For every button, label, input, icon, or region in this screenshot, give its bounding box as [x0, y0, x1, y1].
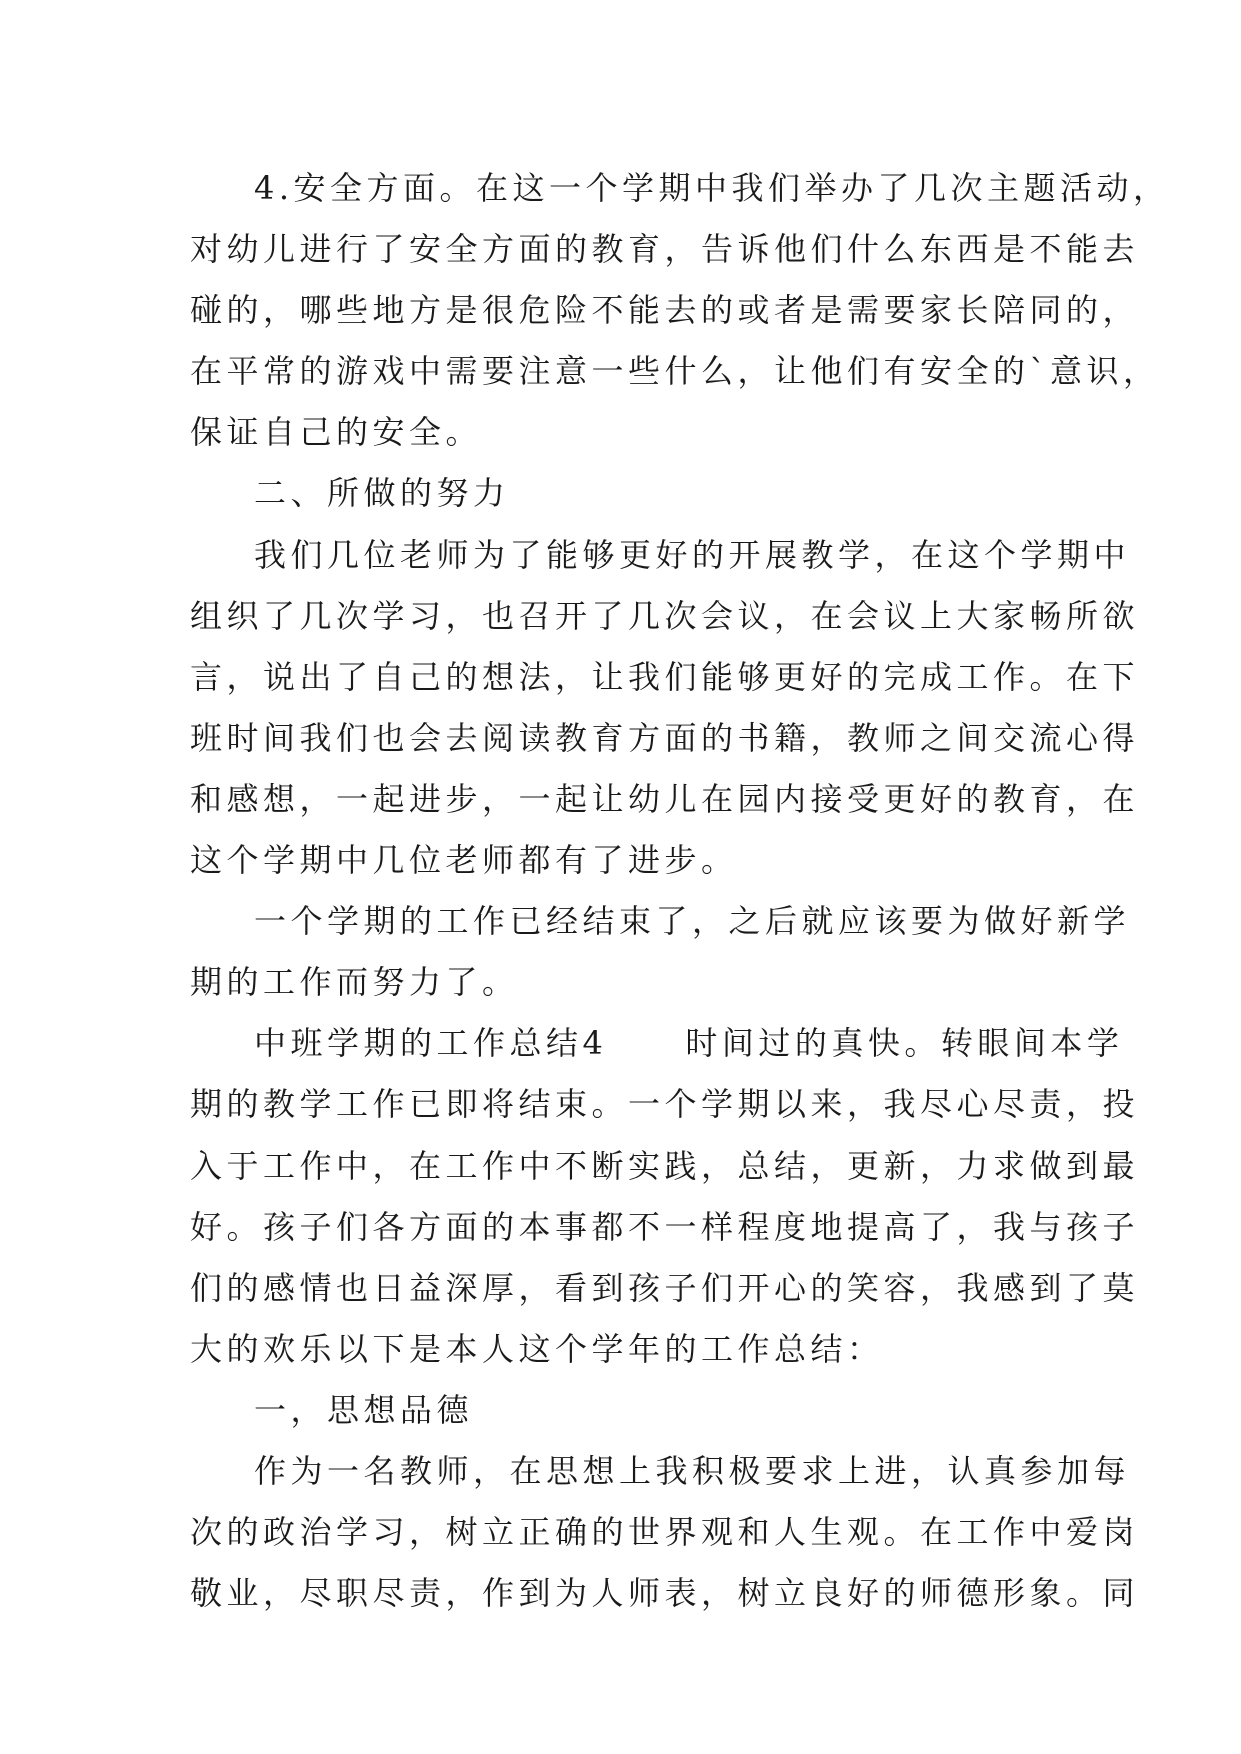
- text-line: 敬业，尽职尽责，作到为人师表，树立良好的师德形象。同: [190, 1574, 1140, 1613]
- text-line: 在平常的游戏中需要注意一些什么，让他们有安全的`意识，: [190, 352, 1160, 391]
- text-line: 和感想，一起进步，一起让幼儿在园内接受更好的教育，在: [190, 779, 1140, 818]
- text-line: 期的工作而努力了。: [190, 963, 519, 1002]
- text-line: 言，说出了自己的想法，让我们能够更好的完成工作。在下: [190, 657, 1140, 696]
- body-text: [190, 158, 1170, 1624]
- text-line: 次的政治学习，树立正确的世界观和人生观。在工作中爱岗: [190, 1513, 1140, 1552]
- text-line: 们的感情也日益深厚，看到孩子们开心的笑容，我感到了莫: [190, 1268, 1140, 1307]
- text-line: 大的欢乐以下是本人这个学年的工作总结：: [190, 1329, 884, 1368]
- text-line: 入于工作中，在工作中不断实践，总结，更新，力求做到最: [190, 1146, 1140, 1185]
- text-line: 4.安全方面。在这一个学期中我们举办了几次主题活动，: [254, 169, 1170, 207]
- text-line: 碰的，哪些地方是很危险不能去的或者是需要家长陪同的，: [190, 291, 1140, 330]
- text-line: 这个学期中几位老师都有了进步。: [190, 841, 738, 880]
- text-line: 班时间我们也会去阅读教育方面的书籍，教师之间交流心得: [190, 718, 1140, 757]
- text-line: 好。孩子们各方面的本事都不一样程度地提高了，我与孩子: [190, 1207, 1140, 1246]
- section-heading: 一，思想品德: [254, 1390, 474, 1429]
- text-line: 一个学期的工作已经结束了，之后就应该要为做好新学: [254, 902, 1131, 941]
- section-heading: 二、所做的努力: [254, 474, 510, 513]
- text-line: 保证自己的安全。: [190, 413, 483, 452]
- text-line-tail: 时间过的真快。转眼间本学: [685, 1024, 1124, 1063]
- text-line: 作为一名教师，在思想上我积极要求上进，认真参加每: [254, 1451, 1131, 1490]
- text-line: 组织了几次学习，也召开了几次会议，在会议上大家畅所欲: [190, 596, 1140, 635]
- text-line: 我们几位老师为了能够更好的开展教学，在这个学期中: [254, 535, 1131, 574]
- text-line-with-title: [190, 1013, 1124, 1074]
- text-line: 对幼儿进行了安全方面的教育，告诉他们什么东西是不能去: [190, 230, 1140, 269]
- article-title: 中班学期的工作总结4: [254, 1024, 608, 1063]
- text-line: 期的教学工作已即将结束。一个学期以来，我尽心尽责，投: [190, 1085, 1140, 1124]
